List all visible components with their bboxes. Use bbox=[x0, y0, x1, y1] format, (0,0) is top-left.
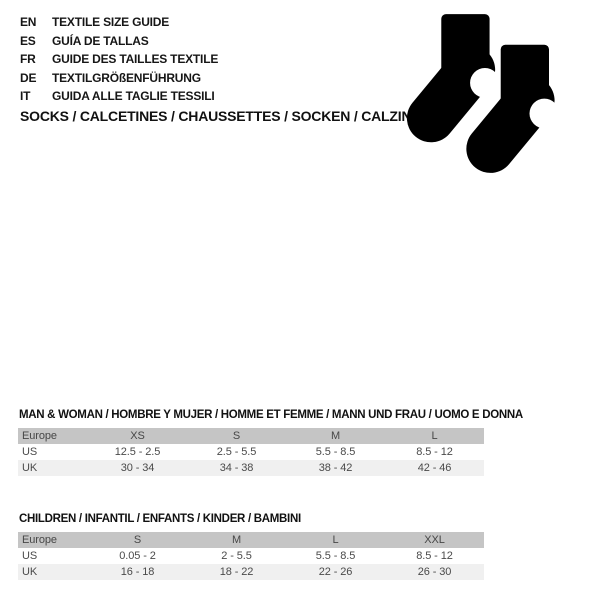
table-row bbox=[18, 460, 484, 476]
column-header: Europe bbox=[22, 430, 57, 442]
table-header-row bbox=[18, 532, 484, 548]
size-table-block-man-woman bbox=[18, 409, 523, 476]
table-title-man-woman: MAN & WOMAN / HOMBRE Y MUJER / HOMME ET FEMME / MANN UND FRAU / UOMO E DONNA bbox=[19, 409, 523, 421]
size-value: 42 - 46 bbox=[417, 462, 452, 474]
language-label: GUIDE DES TAILLES TEXTILE bbox=[52, 52, 219, 67]
size-value: 5.5 - 8.5 bbox=[315, 446, 356, 458]
table-title-children: CHILDREN / INFANTIL / ENFANTS / KINDER / BAMBINI bbox=[19, 513, 301, 525]
size-value: 26 - 30 bbox=[417, 566, 452, 578]
size-value: 16 - 18 bbox=[120, 566, 155, 578]
region-label: US bbox=[22, 446, 38, 458]
size-value: 2 - 5.5 bbox=[221, 550, 252, 562]
language-label: GUIDA ALLE TAGLIE TESSILI bbox=[52, 89, 215, 104]
region-label: UK bbox=[22, 566, 38, 578]
size-table-block-children bbox=[18, 513, 484, 580]
size-value: 5.5 - 8.5 bbox=[315, 550, 356, 562]
language-code: EN bbox=[20, 15, 37, 29]
table-row bbox=[18, 444, 484, 460]
language-label: TEXTILE SIZE GUIDE bbox=[52, 15, 170, 29]
column-header: L bbox=[332, 534, 339, 546]
size-value: 12.5 - 2.5 bbox=[114, 446, 161, 458]
size-value: 0.05 - 2 bbox=[119, 550, 156, 562]
language-row bbox=[20, 32, 218, 51]
language-code: IT bbox=[20, 89, 31, 104]
language-code: FR bbox=[20, 52, 36, 67]
table-row bbox=[18, 564, 484, 580]
column-header: S bbox=[232, 430, 241, 442]
language-title-list bbox=[20, 13, 218, 106]
language-row bbox=[20, 87, 218, 106]
column-header: S bbox=[133, 534, 142, 546]
size-value: 30 - 34 bbox=[120, 462, 155, 474]
language-code: ES bbox=[20, 33, 36, 48]
socks-icon bbox=[406, 14, 562, 174]
language-label: GUÍA DE TALLAS bbox=[52, 33, 149, 48]
region-label: UK bbox=[22, 462, 38, 474]
language-label: TEXTILGRÖßENFÜHRUNG bbox=[52, 70, 201, 85]
column-header: XXL bbox=[424, 534, 445, 546]
language-row bbox=[20, 69, 218, 88]
size-table-children bbox=[18, 532, 484, 580]
region-label: US bbox=[22, 550, 38, 562]
size-value: 8.5 - 12 bbox=[416, 550, 453, 562]
table-header-row bbox=[18, 428, 484, 444]
size-value: 38 - 42 bbox=[318, 462, 353, 474]
table-row bbox=[18, 548, 484, 564]
size-table-man-woman bbox=[18, 428, 484, 476]
column-header: XS bbox=[130, 430, 145, 442]
size-value: 18 - 22 bbox=[219, 566, 254, 578]
column-header: L bbox=[431, 430, 438, 442]
size-value: 8.5 - 12 bbox=[416, 446, 453, 458]
category-title: SOCKS / CALCETINES / CHAUSSETTES / SOCKEN / CALZINI bbox=[20, 108, 416, 124]
language-row bbox=[20, 50, 218, 69]
language-code: DE bbox=[20, 70, 37, 85]
column-header: M bbox=[231, 534, 242, 546]
size-value: 2.5 - 5.5 bbox=[216, 446, 257, 458]
column-header: M bbox=[330, 430, 341, 442]
size-value: 34 - 38 bbox=[219, 462, 254, 474]
column-header: Europe bbox=[22, 534, 57, 546]
size-value: 22 - 26 bbox=[318, 566, 353, 578]
language-row bbox=[20, 13, 218, 32]
